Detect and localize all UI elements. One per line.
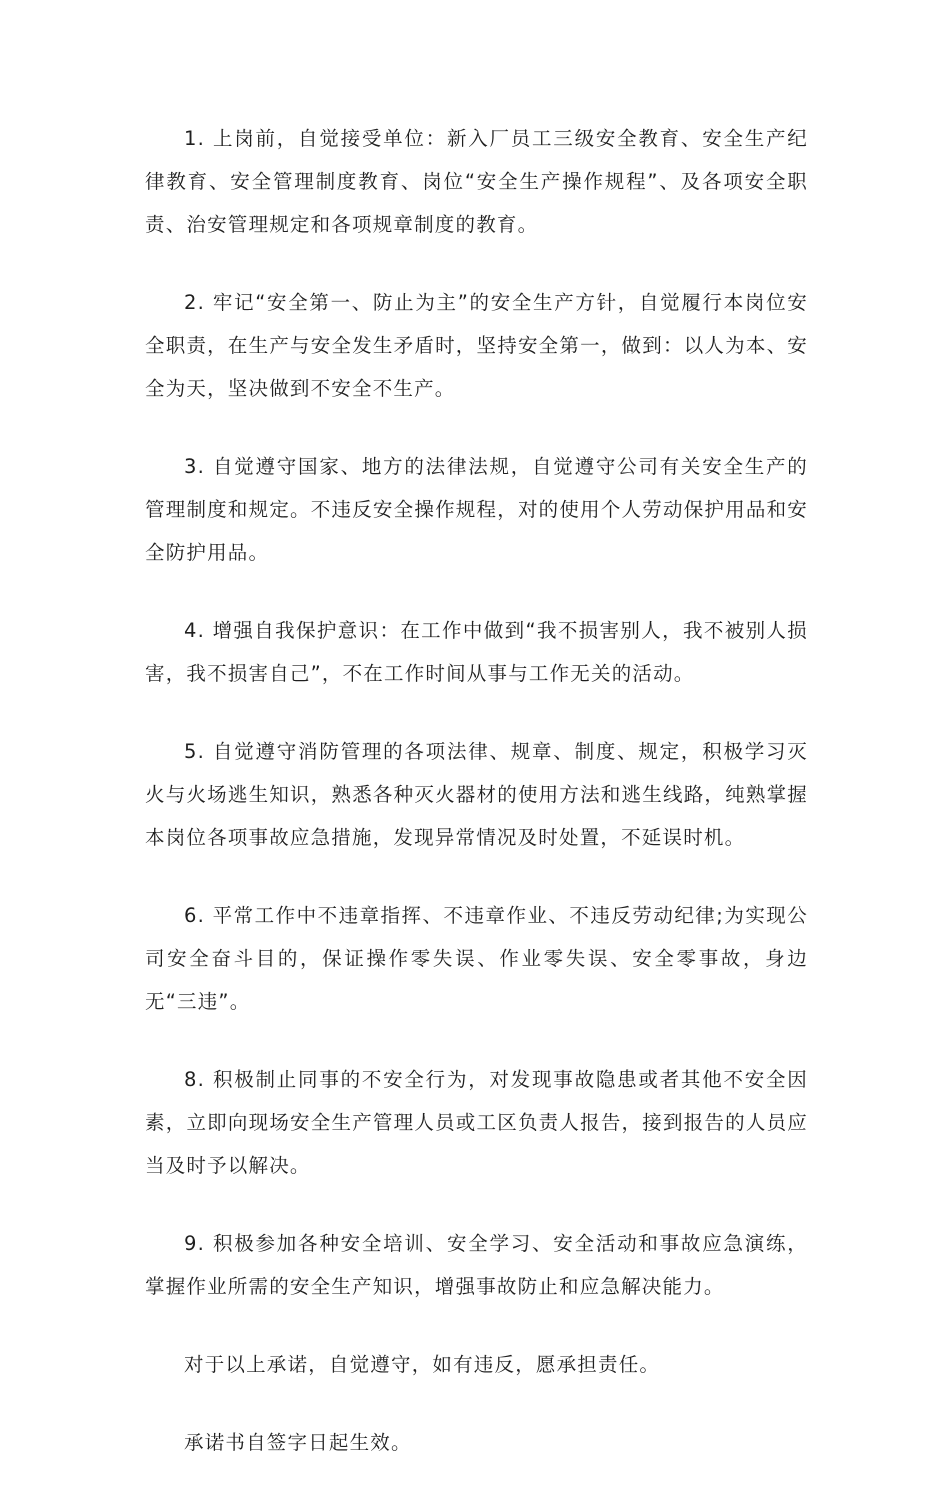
paragraph-item-4: 4. 增强自我保护意识：在工作中做到“我不损害别人，我不被别人损害，我不损害自己”，不在工作时间从事与工作无关的活动。	[145, 619, 808, 685]
paragraph-item-1: 1. 上岗前，自觉接受单位：新入厂员工三级安全教育、安全生产纪律教育、安全管理制度教育、岗位“安全生产操作规程”、及各项安全职责、治安管理规定和各项规章制度的教育。	[145, 127, 808, 236]
paragraph-item-5: 5. 自觉遵守消防管理的各项法律、规章、制度、规定，积极学习灭火与火场逃生知识，熟悉各种灭火器材的使用方法和逃生线路，纯熟掌握本岗位各项事故应急措施，发现异常情况及时处置，不延误时机。	[145, 740, 808, 849]
paragraph-item-2: 2. 牢记“安全第一、防止为主”的安全生产方针，自觉履行本岗位安全职责，在生产与安全发生矛盾时，坚持安全第一，做到：以人为本、安全为天，坚决做到不安全不生产。	[145, 291, 808, 400]
document-body	[145, 117, 808, 1499]
paragraph-item-3: 3. 自觉遵守国家、地方的法律法规，自觉遵守公司有关安全生产的管理制度和规定。不违反安全操作规程，对的使用个人劳动保护用品和安全防护用品。	[145, 455, 808, 564]
commitment-statement: 对于以上承诺，自觉遵守，如有违反，愿承担责任。	[184, 1353, 661, 1376]
paragraph-item-6: 6. 平常工作中不违章指挥、不违章作业、不违反劳动纪律;为实现公司安全奋斗目的，保证操作零失误、作业零失误、安全零事故，身边无“三违”。	[145, 904, 808, 1013]
paragraph-item-8: 8. 积极制止同事的不安全行为，对发现事故隐患或者其他不安全因素，立即向现场安全生产管理人员或工区负责人报告，接到报告的人员应当及时予以解决。	[145, 1068, 808, 1177]
effective-date-statement: 承诺书自签字日起生效。	[184, 1431, 412, 1454]
paragraph-item-9: 9. 积极参加各种安全培训、安全学习、安全活动和事故应急演练，掌握作业所需的安全生产知识，增强事故防止和应急解决能力。	[145, 1232, 808, 1298]
